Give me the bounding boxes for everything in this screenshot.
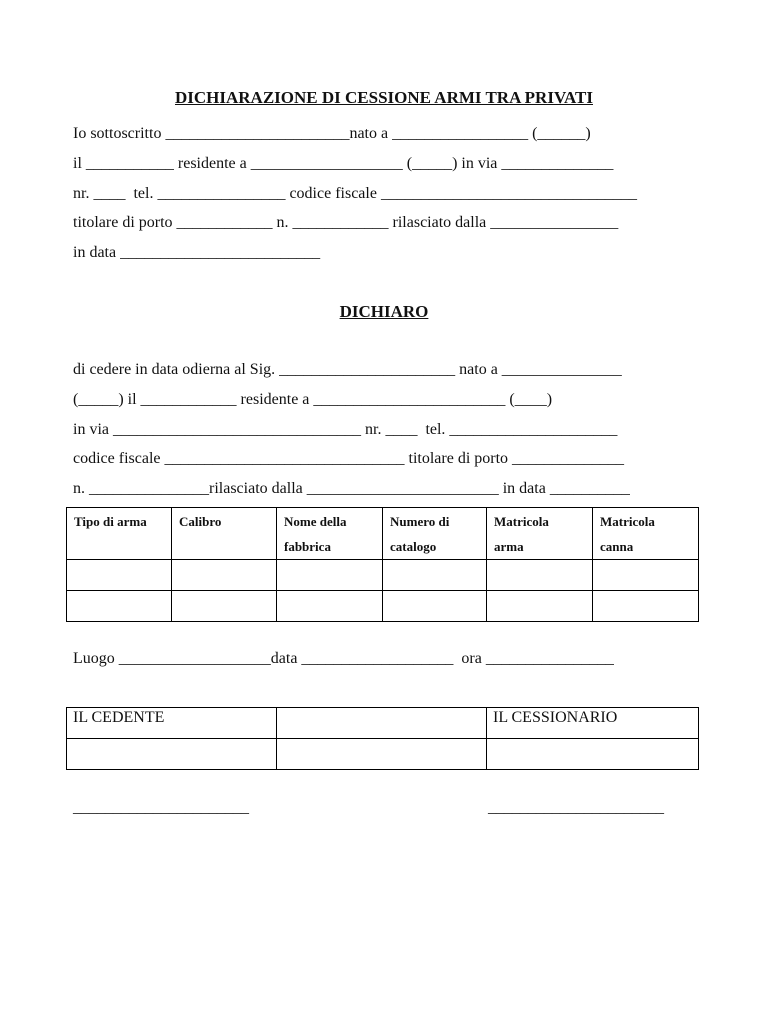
- declarant-line-1: Io sottoscritto _______________________nato a _________________ (______): [73, 125, 591, 142]
- recipient-line-5: n. _______________rilasciato dalla ________________________ in data __________: [73, 480, 630, 497]
- table-cell[interactable]: [277, 739, 487, 770]
- weapons-table: [66, 507, 699, 622]
- table-cell[interactable]: [593, 560, 699, 591]
- table-cell[interactable]: [67, 591, 172, 622]
- weapons-table-header-row: [67, 508, 699, 560]
- cedente-signature-line[interactable]: ______________________: [73, 799, 249, 816]
- signature-blank-row: [67, 739, 699, 770]
- signature-table: [66, 707, 699, 770]
- table-cell[interactable]: [67, 739, 277, 770]
- recipient-line-3: in via _______________________________ nr. ____ tel. _____________________: [73, 421, 618, 438]
- recipient-line-4: codice fiscale ______________________________ titolare di porto ______________: [73, 450, 625, 467]
- table-cell[interactable]: [487, 560, 593, 591]
- table-cell[interactable]: [383, 591, 487, 622]
- table-cell[interactable]: [277, 591, 383, 622]
- cedente-label: IL CEDENTE: [67, 708, 277, 739]
- recipient-line-1: di cedere in data odierna al Sig. ______________________ nato a _______________: [73, 361, 622, 378]
- recipient-line-2: (_____) il ____________ residente a ________________________ (____): [73, 391, 553, 408]
- table-cell[interactable]: [593, 591, 699, 622]
- table-row: [67, 560, 699, 591]
- table-cell[interactable]: [487, 739, 699, 770]
- table-cell: [277, 708, 487, 739]
- declarant-line-4: titolare di porto ____________ n. ____________ rilasciato dalla ________________: [73, 214, 619, 231]
- column-header-nome-della-fabbrica: Nome della fabbrica: [277, 508, 383, 560]
- table-cell[interactable]: [383, 560, 487, 591]
- signature-label-row: [67, 708, 699, 739]
- table-cell[interactable]: [172, 591, 277, 622]
- document-title: DICHIARAZIONE DI CESSIONE ARMI TRA PRIVATI: [174, 88, 593, 107]
- column-header-numero-di-catalogo: Numero di catalogo: [383, 508, 487, 560]
- table-cell[interactable]: [277, 560, 383, 591]
- table-row: [67, 591, 699, 622]
- cessionario-label: IL CESSIONARIO: [487, 708, 699, 739]
- declarant-line-5: in data _________________________: [73, 244, 321, 261]
- column-header-matricola-canna: Matricola canna: [593, 508, 699, 560]
- column-header-calibro: Calibro: [172, 508, 277, 560]
- declarant-line-3: nr. ____ tel. ________________ codice fiscale ________________________________: [73, 185, 637, 202]
- cessionario-signature-line[interactable]: ______________________: [488, 799, 664, 816]
- table-cell[interactable]: [487, 591, 593, 622]
- place-date-time-line: Luogo ___________________data ___________________ ora ________________: [73, 650, 614, 667]
- table-cell[interactable]: [67, 560, 172, 591]
- section-heading-dichiaro: DICHIARO: [339, 302, 429, 321]
- column-header-matricola-arma: Matricola arma: [487, 508, 593, 560]
- table-cell[interactable]: [172, 560, 277, 591]
- declarant-line-2: il ___________ residente a ___________________ (_____) in via ______________: [73, 155, 614, 172]
- column-header-tipo-di-arma: Tipo di arma: [67, 508, 172, 560]
